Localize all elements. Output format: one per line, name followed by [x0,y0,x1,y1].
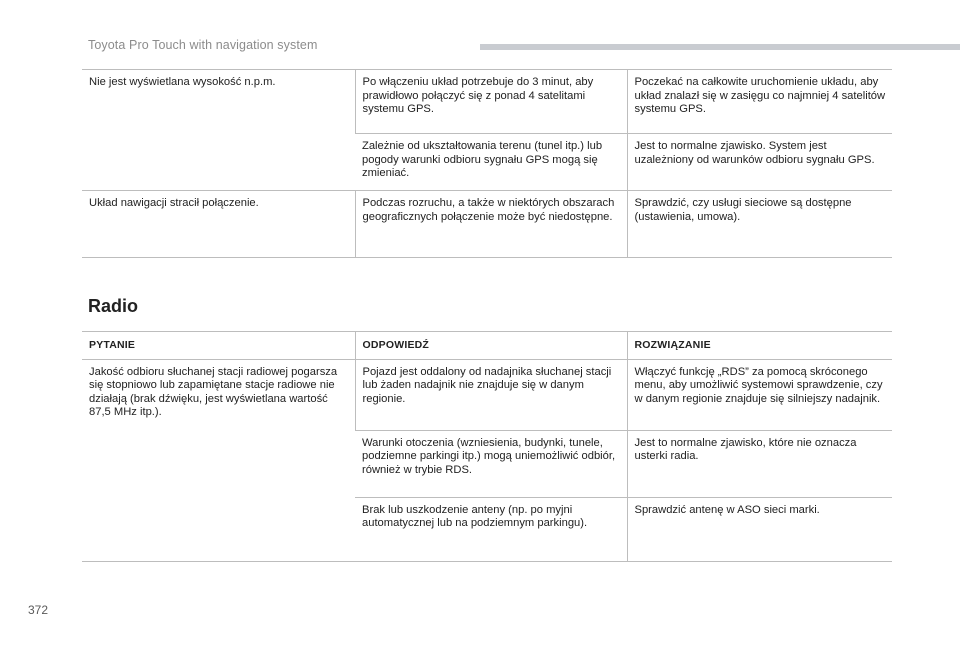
answer-cell: Zależnie od ukształtowania terenu (tunel itp.) lub pogody warunki odbioru sygnału GPS mogą się zmieniać. [355,134,627,191]
answer-cell: Brak lub uszkodzenie anteny (np. po myjni automatycznej lub na podziemnym parkingu). [355,497,627,561]
table-row [82,359,892,430]
gps-troubleshooting-table [82,69,892,258]
solution-cell: Jest to normalne zjawisko. System jest uzależniony od warunków odbioru sygnału GPS. [627,134,892,191]
answer-cell: Warunki otoczenia (wzniesienia, budynki, tunele, podziemne parkingi itp.) mogą uniemożliwić odbiór, również w trybie RDS. [355,430,627,497]
answer-cell: Podczas rozruchu, a także w niektórych obszarach geograficznych połączenie może być niedostępne. [355,191,627,258]
solution-cell: Jest to normalne zjawisko, które nie oznacza usterki radia. [627,430,892,497]
table-header-row [82,332,892,360]
question-cell: Jakość odbioru słuchanej stacji radiowej pogarsza się stopniowo lub zapamiętane stacje radiowe nie działają (brak dźwięku, jest wyświetlana wartość 87,5 MHz itp.). [89,365,338,418]
answer-cell: Pojazd jest oddalony od nadajnika słuchanej stacji lub żaden nadajnik nie znajduje się w danym regionie. [355,359,627,430]
question-cell: Nie jest wyświetlana wysokość n.p.m. [89,76,276,88]
question-cell: Układ nawigacji stracił połączenie. [82,191,355,258]
answer-cell: Po włączeniu układ potrzebuje do 3 minut, aby prawidłowo połączyć się z ponad 4 satelitami systemu GPS. [355,70,627,134]
page-number: 372 [28,603,49,617]
column-header-answer: ODPOWIEDŹ [355,332,627,360]
radio-troubleshooting-table [82,331,892,562]
running-header: Toyota Pro Touch with navigation system [88,38,318,52]
section-heading-radio: Radio [88,296,139,316]
solution-cell: Poczekać na całkowite uruchomienie układu, aby układ znalazł się w zasięgu co najmniej 4 satelitów systemu GPS. [627,70,892,134]
solution-cell: Sprawdzić antenę w ASO sieci marki. [627,497,892,561]
table-row [82,191,892,258]
table-row [82,70,892,134]
column-header-question: PYTANIE [82,332,355,360]
solution-cell: Sprawdzić, czy usługi sieciowe są dostępne (ustawienia, umowa). [627,191,892,258]
header-decoration-bar [480,44,960,50]
solution-cell: Włączyć funkcję „RDS” za pomocą skróconego menu, aby umożliwić systemowi sprawdzenie, czy w danym regionie znajduje się silniejszy nadajnik. [627,359,892,430]
column-header-solution: ROZWIĄZANIE [627,332,892,360]
